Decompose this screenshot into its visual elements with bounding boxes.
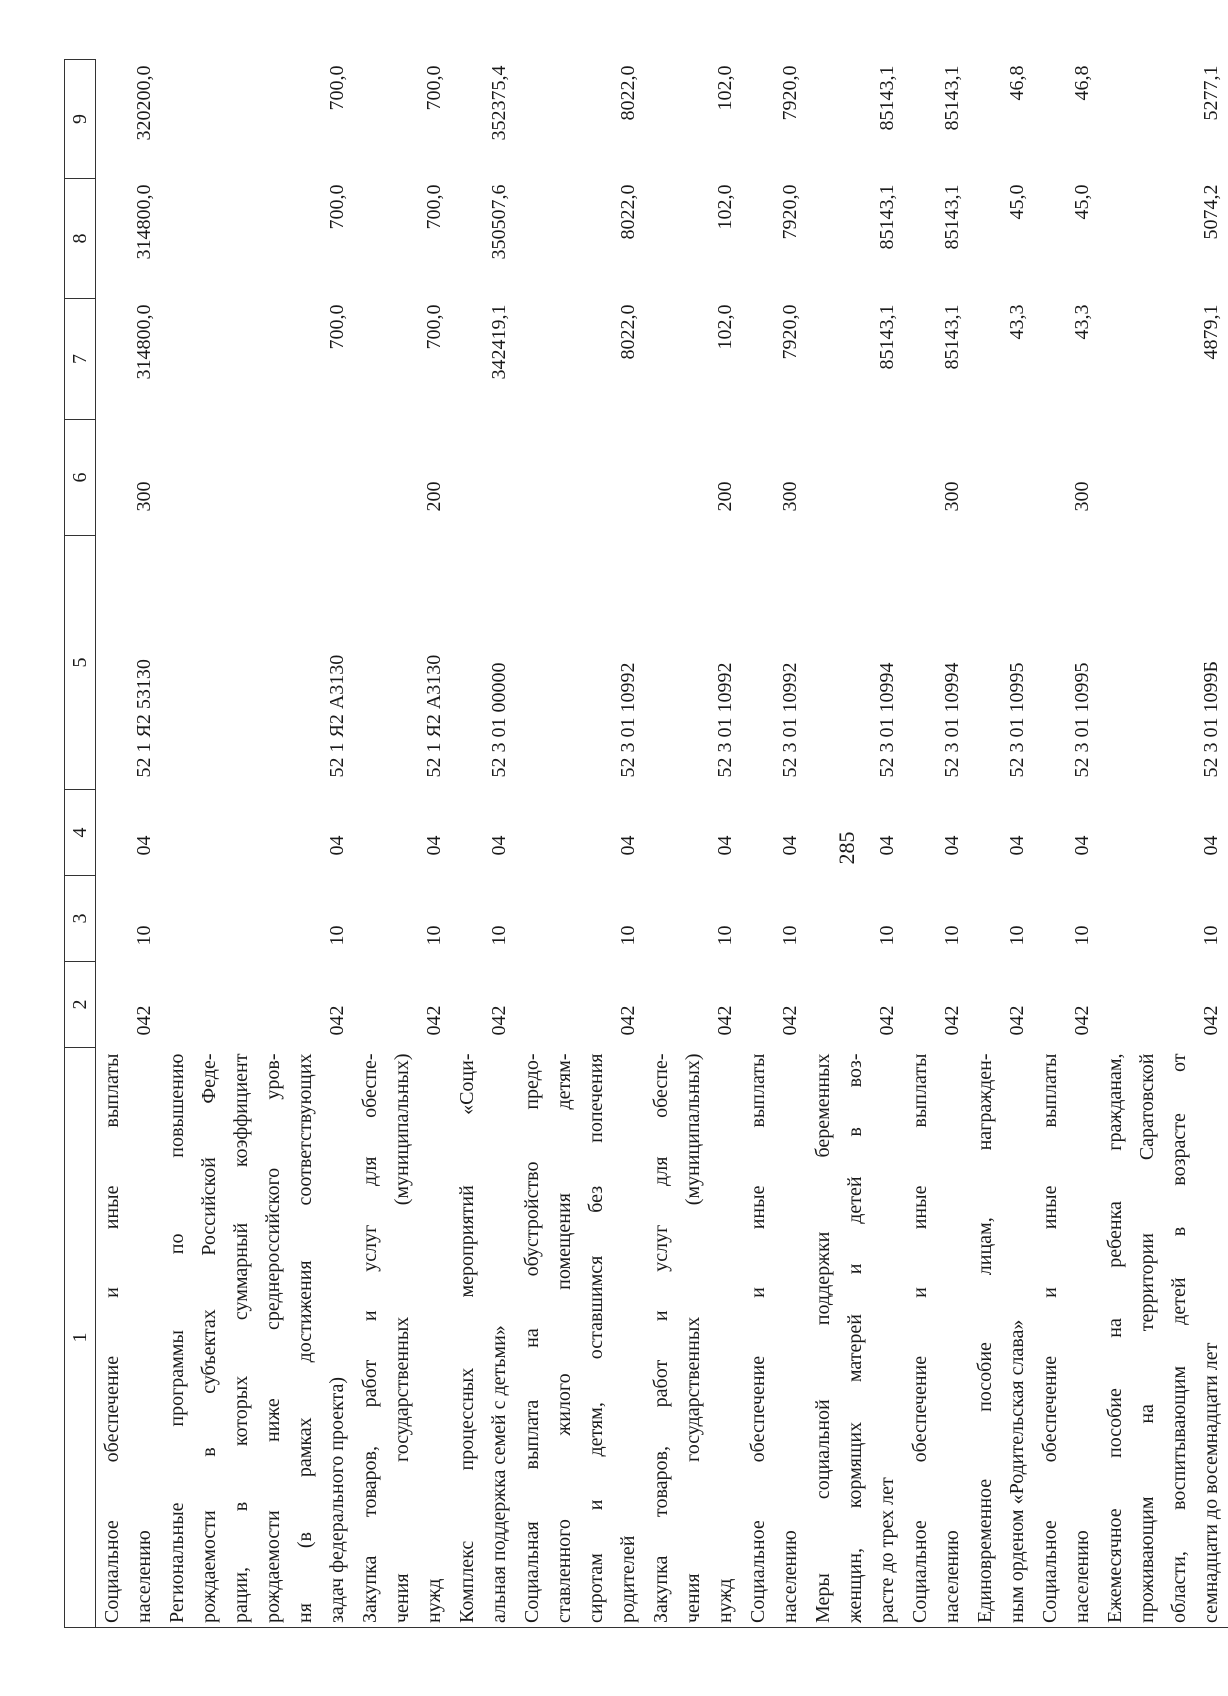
description-line: населению bbox=[1071, 1530, 1093, 1623]
description-line: Закупка товаров, работ и услуг для обеспе- bbox=[650, 1053, 672, 1623]
amount-col-8: 5074,2 bbox=[1200, 184, 1222, 240]
amount-col-7: 85143,1 bbox=[876, 304, 898, 370]
subsection-code: 04 bbox=[941, 835, 963, 856]
table-row bbox=[451, 60, 516, 1628]
amount-col-8: 314800,0 bbox=[133, 184, 155, 260]
header-col-5: 5 bbox=[65, 536, 96, 790]
amount-col-7: 102,0 bbox=[714, 304, 736, 350]
subsection-code: 04 bbox=[1200, 835, 1222, 856]
amount-col-9: 85143,1 bbox=[941, 65, 963, 131]
target-article-code: 52 3 01 10995 bbox=[1071, 662, 1093, 778]
table-row bbox=[807, 60, 904, 1628]
row-description bbox=[645, 1048, 742, 1628]
expense-type-code: 200 bbox=[423, 481, 445, 512]
description-line: Закупка товаров, работ и услуг для обеспе- bbox=[359, 1053, 381, 1623]
description-line: Комплекс процессных мероприятий «Соци- bbox=[456, 1053, 478, 1623]
subsection-code: 04 bbox=[423, 835, 445, 856]
table-row bbox=[96, 60, 162, 1628]
section-code: 10 bbox=[1006, 925, 1028, 946]
amount-col-9: 352375,4 bbox=[488, 65, 510, 141]
description-line: женщин, кормящих матерей и детей в воз- bbox=[844, 1053, 866, 1623]
section-code: 10 bbox=[326, 925, 348, 946]
table-body bbox=[96, 60, 1228, 1628]
budget-table bbox=[64, 59, 1228, 1628]
amount-col-8: 102,0 bbox=[714, 184, 736, 230]
amount-col-7: 700,0 bbox=[423, 304, 445, 350]
section-code: 10 bbox=[133, 925, 155, 946]
expense-type-code bbox=[807, 420, 904, 536]
amount-col-7: 314800,0 bbox=[133, 304, 155, 380]
description-line: ня (в рамках достижения соответствующих bbox=[294, 1053, 316, 1623]
description-line: родителей bbox=[617, 1535, 639, 1623]
description-line: чения государственных (муниципальных) bbox=[682, 1053, 704, 1623]
subsection-code: 04 bbox=[876, 835, 898, 856]
table-row bbox=[1034, 60, 1099, 1628]
row-description bbox=[516, 1048, 645, 1628]
description-line: Ежемесячное пособие на ребенка гражданам, bbox=[1104, 1053, 1126, 1623]
amount-col-8: 45,0 bbox=[1071, 184, 1093, 220]
subsection-code: 04 bbox=[779, 835, 801, 856]
amount-col-7: 700,0 bbox=[326, 304, 348, 350]
ministry-code: 042 bbox=[714, 1005, 736, 1036]
expense-type-code: 300 bbox=[133, 481, 155, 512]
ministry-code: 042 bbox=[1006, 1005, 1028, 1036]
section-code: 10 bbox=[779, 925, 801, 946]
amount-col-7: 43,3 bbox=[1006, 304, 1028, 340]
expense-type-code: 300 bbox=[941, 481, 963, 512]
expense-type-code bbox=[969, 420, 1034, 536]
amount-col-9: 85143,1 bbox=[876, 65, 898, 131]
table-row bbox=[516, 60, 645, 1628]
amount-col-9: 7920,0 bbox=[779, 65, 801, 121]
description-line: населению bbox=[133, 1530, 155, 1623]
amount-col-9: 102,0 bbox=[714, 65, 736, 111]
description-line: сиротам и детям, оставшимся без попечения bbox=[585, 1053, 607, 1623]
ministry-code: 042 bbox=[1071, 1005, 1093, 1036]
amount-col-8: 350507,6 bbox=[488, 184, 510, 260]
ministry-code: 042 bbox=[1200, 1005, 1222, 1036]
amount-col-8: 700,0 bbox=[326, 184, 348, 230]
subsection-code: 04 bbox=[326, 835, 348, 856]
row-description bbox=[807, 1048, 904, 1628]
section-code: 10 bbox=[488, 925, 510, 946]
table-row bbox=[354, 60, 451, 1628]
row-description bbox=[904, 1048, 969, 1628]
header-col-3: 3 bbox=[65, 876, 96, 962]
expense-type-code bbox=[451, 420, 516, 536]
ministry-code: 042 bbox=[326, 1005, 348, 1036]
ministry-code: 042 bbox=[488, 1005, 510, 1036]
expense-type-code: 300 bbox=[1071, 481, 1093, 512]
table-row bbox=[1099, 60, 1228, 1628]
ministry-code: 042 bbox=[133, 1005, 155, 1036]
target-article-code: 52 3 01 10992 bbox=[617, 662, 639, 778]
section-code: 10 bbox=[941, 925, 963, 946]
target-article-code: 52 3 01 10992 bbox=[779, 662, 801, 778]
amount-col-9: 5277,1 bbox=[1200, 65, 1222, 121]
description-line: задач федерального проекта) bbox=[326, 1376, 348, 1623]
row-description bbox=[96, 1048, 162, 1628]
target-article-code: 52 3 01 10992 bbox=[714, 662, 736, 778]
amount-col-7: 8022,0 bbox=[617, 304, 639, 360]
description-line: чения государственных (муниципальных) bbox=[391, 1053, 413, 1623]
target-article-code: 52 1 Я2 А3130 bbox=[423, 654, 445, 778]
description-line: альная поддержка семей с детьми» bbox=[488, 1325, 510, 1623]
description-line: ставленного жилого помещения детям- bbox=[553, 1053, 575, 1623]
table-row bbox=[969, 60, 1034, 1628]
description-line: населению bbox=[779, 1530, 801, 1623]
row-description bbox=[742, 1048, 807, 1628]
amount-col-9: 46,8 bbox=[1006, 65, 1028, 101]
ministry-code: 042 bbox=[779, 1005, 801, 1036]
amount-col-8: 7920,0 bbox=[779, 184, 801, 240]
description-line: Меры социальной поддержки беременных bbox=[812, 1053, 834, 1623]
amount-col-8: 85143,1 bbox=[941, 184, 963, 250]
section-code: 10 bbox=[876, 925, 898, 946]
table-row bbox=[742, 60, 807, 1628]
header-col-1: 1 bbox=[65, 1048, 96, 1628]
description-line: Социальная выплата на обустройство предо- bbox=[521, 1053, 543, 1623]
row-description bbox=[1099, 1048, 1228, 1628]
description-line: Социальное обеспечение и иные выплаты bbox=[101, 1053, 123, 1623]
description-line: Социальное обеспечение и иные выплаты bbox=[909, 1053, 931, 1623]
description-line: семнадцати до восемнадцати лет bbox=[1200, 1342, 1222, 1623]
row-description bbox=[969, 1048, 1034, 1628]
description-line: рождаемости в субъектах Российской Феде- bbox=[198, 1053, 220, 1623]
row-description bbox=[451, 1048, 516, 1628]
description-line: нужд bbox=[714, 1578, 736, 1623]
expense-type-code bbox=[161, 420, 354, 536]
header-col-4: 4 bbox=[65, 790, 96, 876]
section-code: 10 bbox=[1200, 925, 1222, 946]
amount-col-8: 700,0 bbox=[423, 184, 445, 230]
section-code: 10 bbox=[714, 925, 736, 946]
subsection-code: 04 bbox=[133, 835, 155, 856]
page-number: 285 bbox=[834, 831, 859, 865]
header-col-7: 7 bbox=[65, 299, 96, 420]
table-row bbox=[904, 60, 969, 1628]
section-code: 10 bbox=[1071, 925, 1093, 946]
header-col-6: 6 bbox=[65, 420, 96, 536]
table-row bbox=[645, 60, 742, 1628]
target-article-code: 52 3 01 10994 bbox=[876, 662, 898, 778]
description-line: Социальное обеспечение и иные выплаты bbox=[1039, 1053, 1061, 1623]
amount-col-8: 85143,1 bbox=[876, 184, 898, 250]
table-row bbox=[161, 60, 354, 1628]
target-article-code: 52 3 01 10994 bbox=[941, 662, 963, 778]
subsection-code: 04 bbox=[714, 835, 736, 856]
description-line: населению bbox=[941, 1530, 963, 1623]
amount-col-7: 43,3 bbox=[1071, 304, 1093, 340]
amount-col-7: 4879,1 bbox=[1200, 304, 1222, 360]
target-article-code: 52 1 Я2 53130 bbox=[133, 659, 155, 778]
description-line: рождаемости ниже среднероссийского уров- bbox=[262, 1053, 284, 1623]
ministry-code: 042 bbox=[876, 1005, 898, 1036]
amount-col-7: 342419,1 bbox=[488, 304, 510, 380]
header-col-8: 8 bbox=[65, 179, 96, 299]
description-line: Социальное обеспечение и иные выплаты bbox=[747, 1053, 769, 1623]
section-code: 10 bbox=[617, 925, 639, 946]
amount-col-9: 46,8 bbox=[1071, 65, 1093, 101]
amount-col-8: 8022,0 bbox=[617, 184, 639, 240]
subsection-code: 04 bbox=[488, 835, 510, 856]
table-header-row bbox=[65, 60, 96, 1628]
description-line: Единовременное пособие лицам, награжден- bbox=[974, 1053, 996, 1623]
expense-type-code: 200 bbox=[714, 481, 736, 512]
description-line: проживающим на территории Саратовской bbox=[1136, 1053, 1158, 1623]
amount-col-7: 7920,0 bbox=[779, 304, 801, 360]
ministry-code: 042 bbox=[423, 1005, 445, 1036]
target-article-code: 52 3 01 00000 bbox=[488, 662, 510, 778]
subsection-code: 04 bbox=[1006, 835, 1028, 856]
target-article-code: 52 3 01 1099Б bbox=[1200, 661, 1222, 778]
description-line: нужд bbox=[423, 1578, 445, 1623]
row-description bbox=[1034, 1048, 1099, 1628]
description-line: рации, в которых суммарный коэффициент bbox=[230, 1053, 252, 1623]
header-col-9: 9 bbox=[65, 60, 96, 179]
expense-type-code bbox=[516, 420, 645, 536]
ministry-code: 042 bbox=[941, 1005, 963, 1036]
amount-col-8: 45,0 bbox=[1006, 184, 1028, 220]
amount-col-9: 320200,0 bbox=[133, 65, 155, 141]
description-line: области, воспитывающим детей в возрасте от bbox=[1168, 1053, 1190, 1623]
expense-type-code: 300 bbox=[779, 481, 801, 512]
description-line: расте до трех лет bbox=[876, 1477, 898, 1623]
row-description bbox=[161, 1048, 354, 1628]
ministry-code: 042 bbox=[617, 1005, 639, 1036]
description-line: Региональные программы по повышению bbox=[166, 1053, 188, 1623]
amount-col-7: 85143,1 bbox=[941, 304, 963, 370]
target-article-code: 52 1 Я2 А3130 bbox=[326, 654, 348, 778]
expense-type-code bbox=[1099, 420, 1228, 536]
subsection-code: 04 bbox=[617, 835, 639, 856]
row-description bbox=[354, 1048, 451, 1628]
target-article-code: 52 3 01 10995 bbox=[1006, 662, 1028, 778]
header-col-2: 2 bbox=[65, 962, 96, 1048]
description-line: ным орденом «Родительская слава» bbox=[1006, 1319, 1028, 1623]
amount-col-9: 700,0 bbox=[326, 65, 348, 111]
amount-col-9: 700,0 bbox=[423, 65, 445, 111]
amount-col-9: 8022,0 bbox=[617, 65, 639, 121]
subsection-code: 04 bbox=[1071, 835, 1093, 856]
section-code: 10 bbox=[423, 925, 445, 946]
